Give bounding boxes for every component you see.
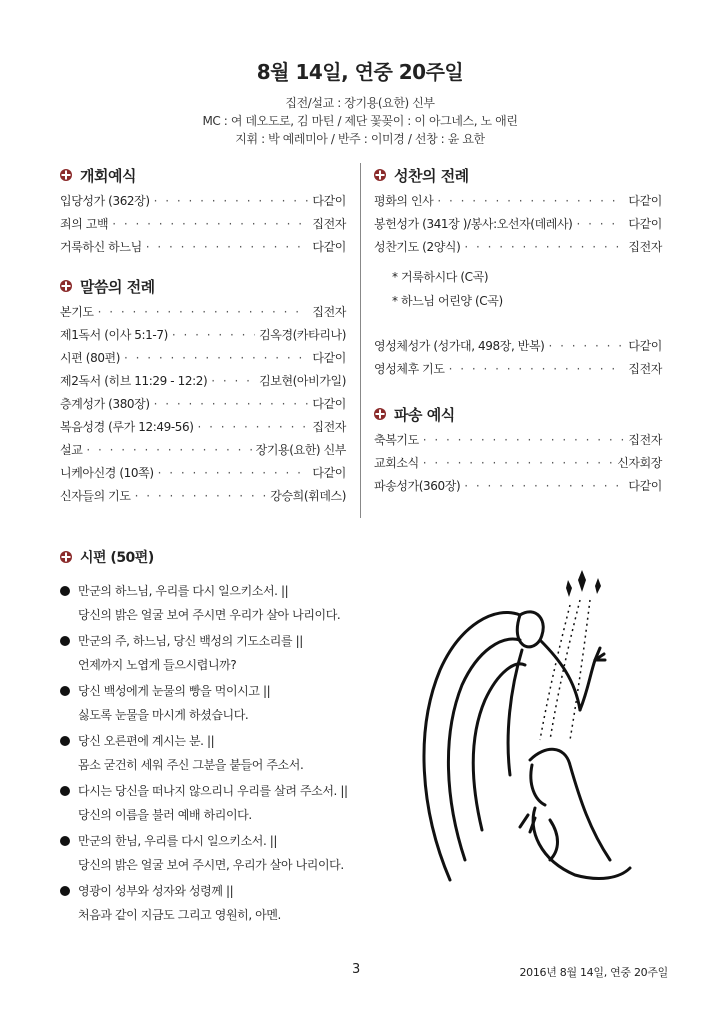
page-title: 8월 14일, 연중 20주일 — [256, 60, 464, 84]
leader-dots — [146, 236, 309, 259]
bullet-icon — [60, 786, 70, 796]
item-role: 다같이 — [312, 351, 346, 365]
liturgy-row — [60, 236, 346, 259]
liturgy-row — [374, 358, 662, 381]
item-name: 입당성가 (362장) — [60, 194, 150, 208]
item-role: 김옥경(카타리나) — [259, 328, 346, 342]
page-number: 3 — [352, 962, 361, 977]
cross-circle-icon — [374, 408, 386, 420]
item-name: 제1독서 (이사 5:1-7) — [60, 328, 168, 342]
item-role: 장기용(요한) 신부 — [255, 443, 346, 457]
liturgy-row — [60, 324, 346, 347]
annunciation-illustration — [410, 560, 650, 890]
meta-line-celebrant: 집전/설교 : 장기용(요한) 신부 — [285, 96, 435, 110]
verse-call-text: 만군의 한님, 우리를 다시 일으키소서. || — [78, 834, 278, 848]
item-name: 니케아신경 (10쪽) — [60, 466, 154, 480]
leader-dots — [172, 324, 255, 347]
item-role: 집전자 — [628, 362, 662, 376]
item-name: 층계성가 (380장) — [60, 397, 150, 411]
item-name: 축복기도 — [374, 433, 419, 447]
item-role: 다같이 — [312, 194, 346, 208]
section-heading-opening — [60, 162, 346, 188]
item-name: 성찬기도 (2양식) — [374, 240, 461, 254]
leader-dots — [198, 416, 309, 439]
item-name: 설교 — [60, 443, 83, 457]
item-name: 복음성경 (루가 12:49-56) — [60, 420, 194, 434]
item-name: 시편 (80편) — [60, 351, 121, 365]
verse-call — [60, 828, 420, 853]
verse-call-text: 만군의 주, 하느님, 당신 백성의 기도소리를 || — [78, 634, 303, 648]
liturgy-row — [60, 462, 346, 485]
leader-dots — [423, 452, 613, 475]
item-role: 다같이 — [312, 240, 346, 254]
item-role: 집전자 — [312, 217, 346, 231]
section-heading-label: 시편 (50편) — [80, 550, 154, 566]
sub-item: * 하느님 어린양 (C곡) — [392, 294, 503, 308]
section-heading-dismissal — [374, 401, 662, 427]
leader-dots — [548, 335, 624, 358]
liturgy-row — [60, 439, 346, 462]
liturgy-row — [374, 236, 662, 259]
section-heading-psalm — [60, 544, 420, 570]
left-column — [60, 162, 346, 508]
leader-dots — [158, 462, 309, 485]
liturgy-row — [374, 452, 662, 475]
liturgy-row — [60, 301, 346, 324]
liturgy-row — [60, 416, 346, 439]
column-divider — [360, 163, 361, 518]
verse-call-text: 당신 백성에게 눈물의 빵을 먹이시고 || — [78, 684, 271, 698]
leader-dots — [98, 301, 309, 324]
leader-dots — [124, 347, 308, 370]
verse-call-text: 당신 오른편에 계시는 분. || — [78, 734, 215, 748]
cross-circle-icon — [60, 280, 72, 292]
psalm-verses — [60, 578, 420, 928]
item-role: 다같이 — [312, 397, 346, 411]
leader-dots — [154, 393, 309, 416]
item-role: 김보현(아비가일) — [259, 374, 346, 388]
bullet-icon — [60, 586, 70, 596]
cross-circle-icon — [60, 169, 72, 181]
item-role: 다같이 — [628, 479, 662, 493]
leader-dots — [576, 213, 624, 236]
verse-response: 당신의 이름을 불러 예배 하리이다. — [78, 808, 252, 822]
section-heading-label: 말씀의 전례 — [80, 277, 155, 296]
liturgy-row — [60, 485, 346, 508]
item-name: 교회소식 — [374, 456, 419, 470]
verse-call-text: 다시는 당신을 떠나지 않으리니 우리를 살려 주소서. || — [78, 784, 348, 798]
leader-dots — [86, 439, 251, 462]
item-role: 다같이 — [312, 466, 346, 480]
footer-date: 2016년 8월 14일, 연중 20주일 — [519, 966, 668, 979]
item-name: 평화의 인사 — [374, 194, 434, 208]
item-role: 집전자 — [312, 420, 346, 434]
bullet-icon — [60, 836, 70, 846]
verse-call — [60, 678, 420, 703]
leader-dots — [423, 429, 625, 452]
bullet-icon — [60, 886, 70, 896]
item-role: 집전자 — [312, 305, 346, 319]
word-rows — [60, 301, 346, 508]
item-name: 죄의 고백 — [60, 217, 109, 231]
item-role: 다같이 — [628, 194, 662, 208]
liturgy-row — [374, 213, 662, 236]
cross-circle-icon — [60, 551, 72, 563]
section-heading-word — [60, 273, 346, 299]
liturgy-row — [60, 347, 346, 370]
liturgy-row — [60, 370, 346, 393]
item-name: 영성체후 기도 — [374, 362, 445, 376]
verse-response: 몸소 굳건히 세워 주신 그분을 붙들어 주소서. — [78, 758, 304, 772]
verse-call — [60, 728, 420, 753]
liturgy-row — [374, 475, 662, 498]
liturgy-row — [374, 190, 662, 213]
leader-dots — [211, 370, 255, 393]
item-role: 집전자 — [628, 433, 662, 447]
item-name: 파송성가(360장) — [374, 479, 461, 493]
item-role: 다같이 — [628, 339, 662, 353]
leader-dots — [437, 190, 624, 213]
bullet-icon — [60, 736, 70, 746]
liturgy-row — [60, 213, 346, 236]
verse-call — [60, 628, 420, 653]
cross-circle-icon — [374, 169, 386, 181]
leader-dots — [112, 213, 308, 236]
liturgy-row — [60, 393, 346, 416]
item-name: 신자들의 기도 — [60, 489, 131, 503]
leader-dots — [464, 236, 624, 259]
liturgy-row — [60, 190, 346, 213]
verse-call-text: 영광이 성부와 성자와 성령께 || — [78, 884, 234, 898]
leader-dots — [449, 358, 625, 381]
item-name: 거룩하신 하느님 — [60, 240, 142, 254]
liturgy-row — [374, 429, 662, 452]
section-heading-label: 파송 예식 — [394, 405, 455, 424]
section-heading-label: 개회예식 — [80, 166, 136, 185]
section-heading-label: 성찬의 전례 — [394, 166, 469, 185]
opening-rows — [60, 190, 346, 259]
item-role: 다같이 — [628, 217, 662, 231]
liturgy-row — [374, 335, 662, 358]
right-column — [374, 162, 662, 498]
leader-dots — [464, 475, 624, 498]
verse-response: 당신의 밝은 얼굴 보여 주시면, 우리가 살아 나리이다. — [78, 858, 344, 872]
verse-call — [60, 778, 420, 803]
item-role: 신자회장 — [617, 456, 662, 470]
item-name: 영성체성가 (성가대, 498장, 반복) — [374, 339, 545, 353]
eucharist-rows — [374, 190, 662, 381]
item-name: 봉헌성가 (341장 )/봉사:오선자(데레사) — [374, 217, 573, 231]
meta-line-mc: MC : 여 데오도로, 김 마틴 / 제단 꽃꽂이 : 이 아그네스, 노 애린 — [202, 114, 518, 128]
verse-response: 처음과 같이 지금도 그리고 영원히, 아멘. — [78, 908, 281, 922]
leader-dots — [135, 485, 267, 508]
verse-call-text: 만군의 하느님, 우리를 다시 일으키소서. || — [78, 584, 289, 598]
bullet-icon — [60, 636, 70, 646]
verse-response: 언제까지 노엽게 들으시렵니까? — [78, 658, 237, 672]
verse-response: 당신의 밝은 얼굴 보여 주시면 우리가 살아 나리이다. — [78, 608, 341, 622]
verse-response: 싫도록 눈물을 마시게 하셨습니다. — [78, 708, 249, 722]
item-role: 집전자 — [628, 240, 662, 254]
bullet-icon — [60, 686, 70, 696]
psalm-section — [60, 544, 420, 928]
leader-dots — [154, 190, 309, 213]
meta-line-music: 지휘 : 박 예레미아 / 반주 : 이미경 / 선창 : 윤 요한 — [235, 132, 485, 146]
item-name: 본기도 — [60, 305, 94, 319]
item-name: 제2독서 (히브 11:29 - 12:2) — [60, 374, 208, 388]
item-role: 강승희(휘데스) — [270, 489, 346, 503]
verse-call — [60, 878, 420, 903]
sub-item: * 거룩하시다 (C곡) — [392, 270, 489, 284]
dismissal-rows — [374, 429, 662, 498]
section-heading-eucharist — [374, 162, 662, 188]
verse-call — [60, 578, 420, 603]
